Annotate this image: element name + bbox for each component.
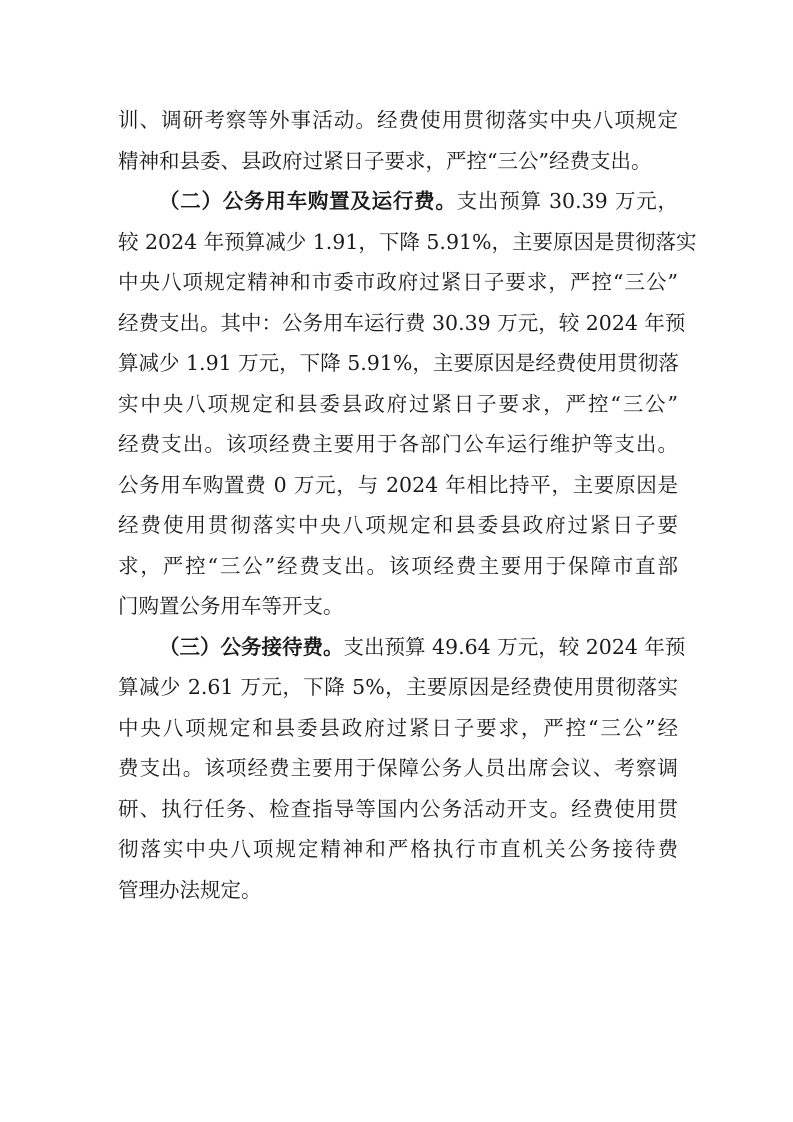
text-line: 较 2024 年预算减少 1.91，下降 5.91%，主要原因是贯彻落实 bbox=[118, 229, 697, 254]
text-line: 经费支出。其中：公务用车运行费 30.39 万元，较 2024 年预 bbox=[118, 310, 686, 335]
document-body bbox=[118, 100, 697, 910]
text-fragment: 支出预算 49.64 万元，较 2024 年预 bbox=[343, 634, 686, 659]
text-line: 训、调研考察等外事活动。经费使用贯彻落实中央八项规定 bbox=[118, 108, 678, 132]
section-heading-vehicle: （二）公务用车购置及运行费。 bbox=[159, 189, 457, 213]
text-line: 求，严控“三公”经费支出。该项经费主要用于保障市直部 bbox=[118, 553, 678, 578]
text-line: 公务用车购置费 0 万元，与 2024 年相比持平，主要原因是 bbox=[118, 472, 678, 497]
paragraph-reception-expenses bbox=[118, 627, 686, 911]
paragraph-continuation bbox=[118, 100, 678, 181]
text-line bbox=[118, 627, 686, 668]
text-line: 经费支出。该项经费主要用于各部门公车运行维护等支出。 bbox=[118, 432, 678, 456]
section-heading-reception: （三）公务接待费。 bbox=[159, 634, 344, 659]
text-line: 费支出。该项经费主要用于保障公务人员出席会议、考察调 bbox=[118, 756, 678, 780]
text-line: 中央八项规定和县委县政府过紧日子要求，严控“三公”经 bbox=[118, 715, 678, 740]
text-line: 实中央八项规定和县委县政府过紧日子要求，严控“三公” bbox=[118, 391, 678, 416]
text-line: 彻落实中央八项规定精神和严格执行市直机关公务接待费 bbox=[118, 837, 678, 861]
text-line: 门购置公务用车等开支。 bbox=[118, 594, 344, 618]
text-line: 精神和县委、县政府过紧日子要求，严控“三公”经费支出。 bbox=[118, 148, 652, 173]
text-line: 算减少 2.61 万元，下降 5%，主要原因是经费使用贯彻落实 bbox=[118, 675, 678, 699]
text-line: 研、执行任务、检查指导等国内公务活动开支。经费使用贯 bbox=[118, 796, 678, 821]
text-fragment: 支出预算 30.39 万元， bbox=[456, 189, 678, 213]
text-line: 经费使用贯彻落实中央八项规定和县委县政府过紧日子要 bbox=[118, 513, 678, 537]
paragraph-vehicle-expenses bbox=[118, 181, 697, 627]
text-line: 中央八项规定精神和市委市政府过紧日子要求，严控“三公” bbox=[118, 270, 678, 294]
text-line: 管理办法规定。 bbox=[118, 877, 262, 902]
text-line bbox=[118, 181, 678, 222]
text-line: 算减少 1.91 万元，下降 5.91%，主要原因是经费使用贯彻落 bbox=[118, 351, 679, 375]
